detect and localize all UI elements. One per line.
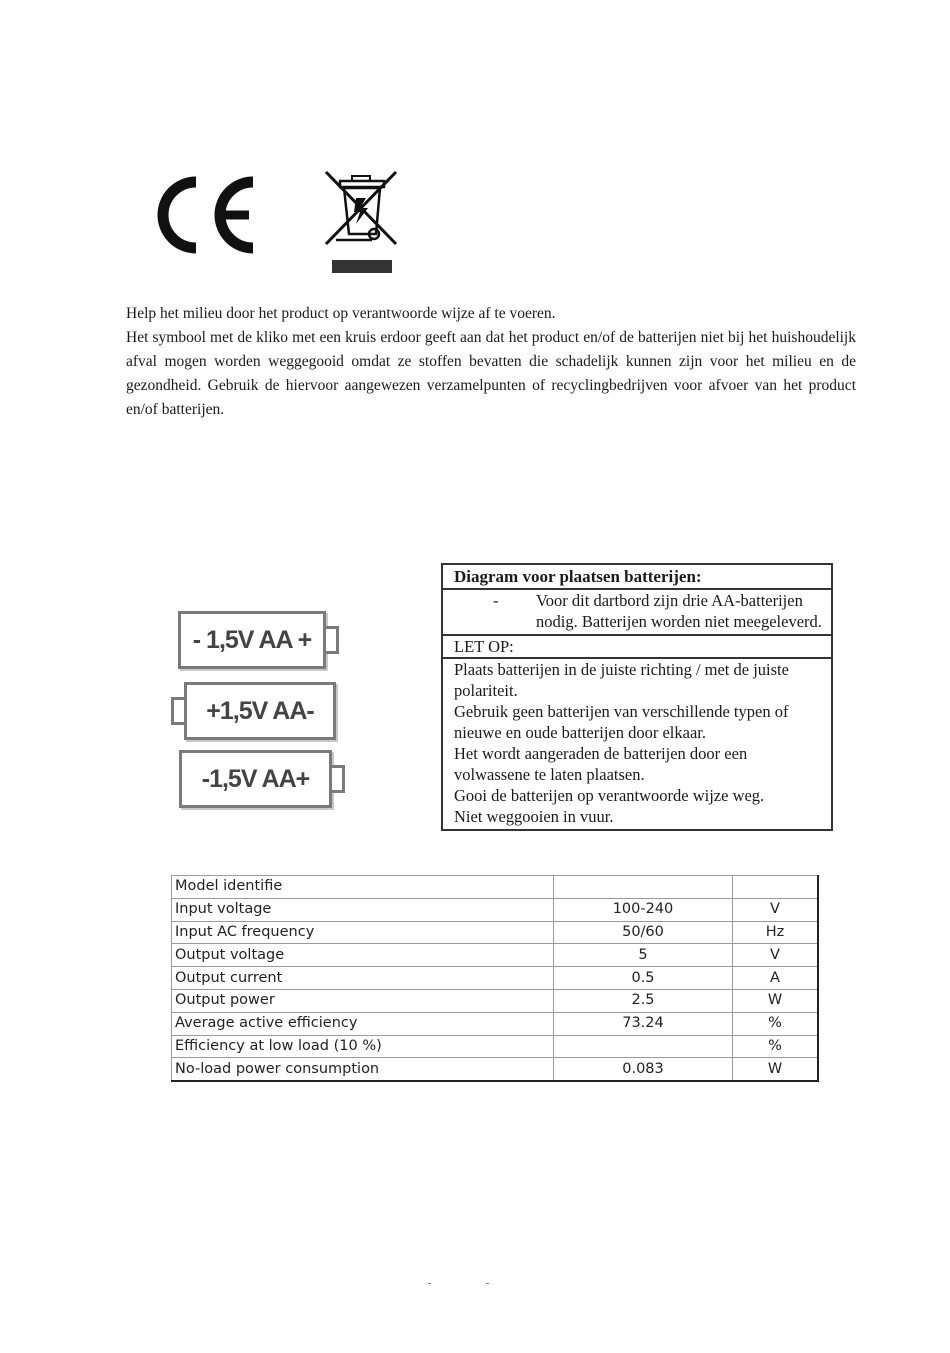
spec-unit: V	[733, 898, 819, 921]
warning-heading: LET OP:	[443, 636, 831, 659]
table-row	[172, 989, 819, 1012]
disposal-text	[126, 302, 856, 422]
table-row	[172, 921, 819, 944]
spec-value: 0.083	[554, 1058, 733, 1081]
instruction-item: Gebruik geen batterijen van verschillende typen of nieuwe en oude batterijen door elkaar.	[454, 702, 789, 742]
battery-label: +1,5V AA-	[206, 696, 314, 725]
spec-name: Output current	[172, 967, 554, 990]
table-row	[172, 876, 819, 899]
spec-name: No-load power consumption	[172, 1058, 554, 1081]
battery-illustration	[178, 611, 326, 669]
spec-name: Input voltage	[172, 898, 554, 921]
table-row	[172, 967, 819, 990]
diagram-note	[443, 590, 831, 636]
spec-value: 73.24	[554, 1012, 733, 1035]
spec-value	[554, 876, 733, 899]
spec-unit: %	[733, 1012, 819, 1035]
battery-terminal	[329, 765, 345, 793]
spec-unit: W	[733, 989, 819, 1012]
battery-label: -1,5V AA+	[201, 764, 310, 793]
instructions	[443, 659, 831, 829]
table-row	[172, 1058, 819, 1081]
spec-value: 0.5	[554, 967, 733, 990]
spec-value: 50/60	[554, 921, 733, 944]
spec-name: Input AC frequency	[172, 921, 554, 944]
note-text: Voor dit dartbord zijn drie AA-batterijen nodig. Batterijen worden niet meegeleverd.	[536, 591, 822, 631]
spec-name: Efficiency at low load (10 %)	[172, 1035, 554, 1058]
table-row	[172, 1012, 819, 1035]
crossed-out-wheelie-bin-icon	[322, 168, 400, 278]
ce-mark-icon	[150, 174, 262, 256]
disposal-intro: Help het milieu door het product op verantwoorde wijze af te voeren.	[126, 305, 556, 322]
table-row	[172, 944, 819, 967]
spec-value: 5	[554, 944, 733, 967]
battery-illustration	[184, 682, 336, 740]
spec-unit: W	[733, 1058, 819, 1081]
spec-unit: V	[733, 944, 819, 967]
battery-terminal	[171, 697, 187, 725]
table-row	[172, 898, 819, 921]
spec-unit: Hz	[733, 921, 819, 944]
page-footer-marks: - -	[428, 1278, 516, 1289]
instruction-item: Gooi de batterijen op verantwoorde wijze weg.	[454, 786, 765, 805]
instruction-item: Het wordt aangeraden de batterijen door een volwassene te laten plaatsen.	[454, 744, 748, 784]
spec-value: 100-240	[554, 898, 733, 921]
battery-terminal	[323, 626, 339, 654]
spec-unit	[733, 876, 819, 899]
disposal-body: Het symbool met de kliko met een kruis erdoor geeft aan dat het product en/of de batterijen niet bij het huishoudelijk afval mogen worden weggegooid omdat ze stoffen bevatten die schadelijk kunnen zijn voor het milieu en de gezondheid. Gebruik de hiervoor aangewezen verzamelpunten of recyclingbedrijven voor afvoer van het product en/of batterijen.	[126, 329, 856, 418]
spec-value: 2.5	[554, 989, 733, 1012]
spec-name: Average active efficiency	[172, 1012, 554, 1035]
spec-name: Output voltage	[172, 944, 554, 967]
battery-diagram-box	[441, 563, 833, 831]
spec-table	[171, 875, 819, 1082]
instruction-item: Niet weggooien in vuur.	[454, 807, 614, 826]
spec-name: Model identifie	[172, 876, 554, 899]
spec-value	[554, 1035, 733, 1058]
spec-unit: A	[733, 967, 819, 990]
instruction-item: Plaats batterijen in de juiste richting / met de juiste polariteit.	[454, 660, 789, 700]
spec-name: Output power	[172, 989, 554, 1012]
battery-illustration	[179, 750, 332, 808]
battery-label: - 1,5V AA +	[192, 625, 312, 654]
diagram-title: Diagram voor plaatsen batterijen:	[443, 565, 831, 590]
note-dash: -	[493, 591, 499, 610]
table-row	[172, 1035, 819, 1058]
spec-unit: %	[733, 1035, 819, 1058]
